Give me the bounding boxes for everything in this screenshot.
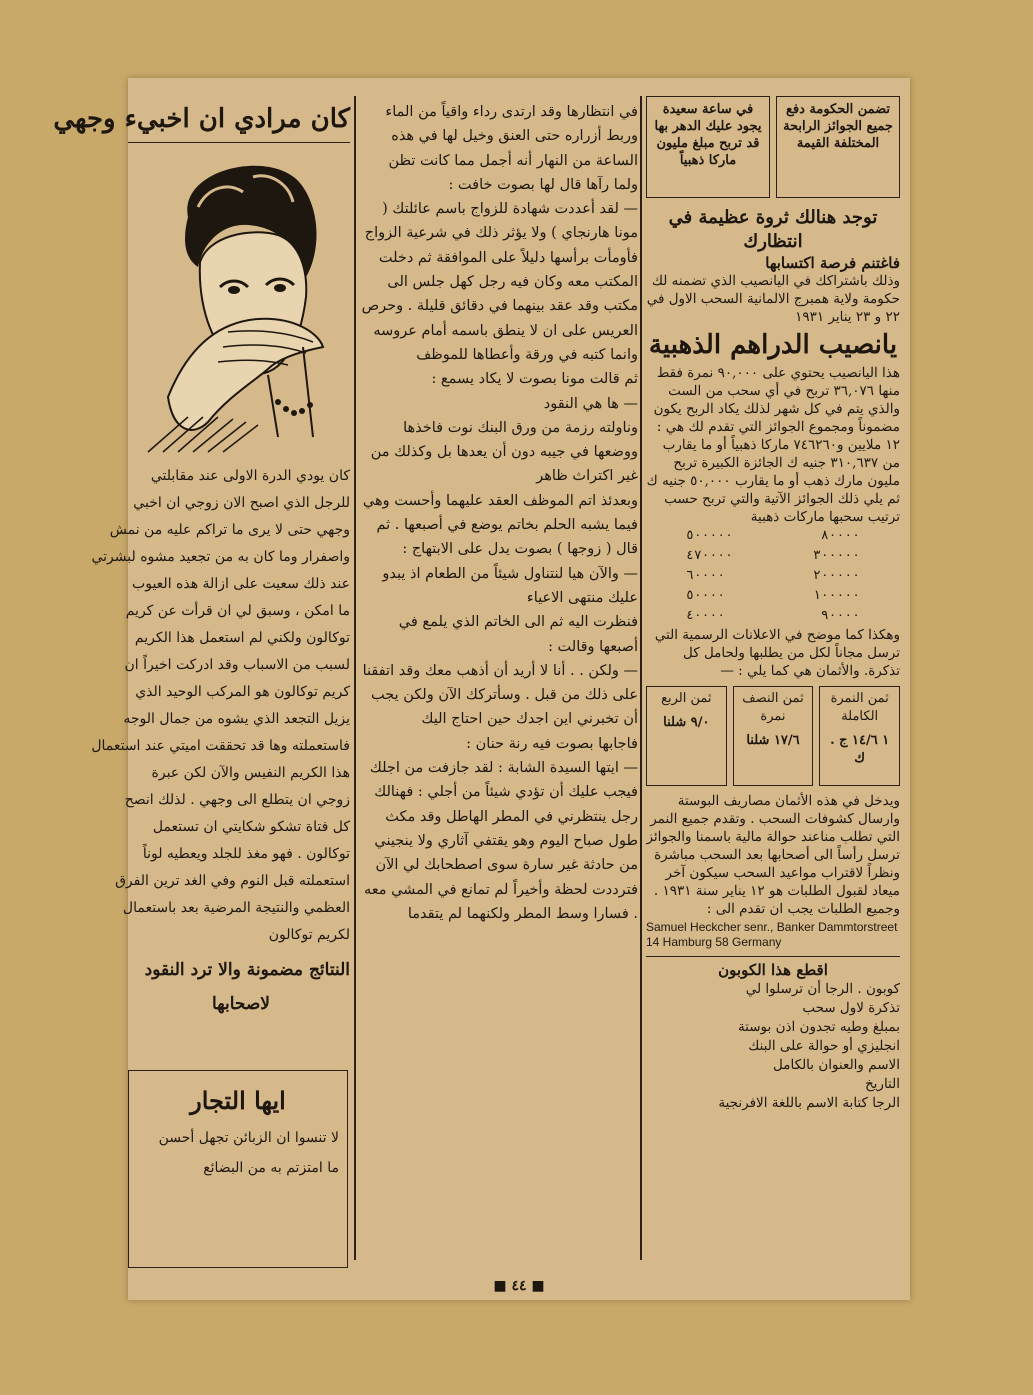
banker-address: Samuel Heckcher senr., Banker Dammtorstreet 14 Hamburg 58 Germany (646, 920, 898, 949)
prize-row (686, 526, 860, 546)
magazine-page (53, 78, 910, 1300)
merchants-text (137, 1123, 339, 1183)
seize-text: فاغتنم فرصة اكتسابها (765, 254, 900, 272)
ad-body-line: واصفرار وما كان به من تجعيد مشوه لبشرتي (91, 549, 350, 565)
price-value: ١ ١٤/٦ ج . ك (830, 733, 890, 766)
ad-promo (646, 206, 900, 950)
coupon (646, 956, 900, 1113)
prize-value: ٩٠٠٠٠ (820, 608, 860, 623)
explained-text: وهكذا كما موضح في الاعلانات الرسمية التي ترسل مجاناً لكل من يطلبها ولحامل كل تذكرة. والأثمان هي كما يلي : — (654, 627, 900, 679)
ad-body-line: وجهي حتى لا يرى ما تراكم عليه من نمش (109, 522, 350, 538)
ad-body-line: ما امكن ، وسبق لي ان قرأت عن كريم (125, 603, 350, 619)
lottery-advertisement (646, 96, 900, 1270)
opportunity-text: توجد هنالك ثروة عظيمة في انتظارك (668, 207, 878, 252)
ad-body-line: لكريم توكالون (268, 927, 350, 943)
prize-value: ٥٠٠٠٠ (686, 588, 726, 603)
story-paragraph: فأومأت برأسها دليلاً على الموافقة ثم دخلت المكتب معه وكان فيه رجل كهل جلس الى مكتب وقد عقد بينهما في دقائق قليلة . وحرص العريس على ان لا ينطق باسمه أمام عروسه وانما كتبه في ورقة وأعطاها للموظف (361, 249, 638, 363)
merchants-ad-box (128, 1070, 348, 1268)
coupon-line: التاريخ (864, 1076, 900, 1092)
story-paragraph: فترددت لحظة وأخيراً لم تمانع في المشي معه . فسارا وسط المطر ولكنهما لم يتقدما (363, 881, 638, 922)
price-label: ثمن الربع (661, 691, 712, 706)
story-paragraph: — ايتها السيدة الشابة : لقد جازفت من اجلك فيجب عليك أن تؤدي شيئاً من أجلي : فهنالك رجل ينتظرني في المطر الهاطل وقد مكث طول صباح اليوم وهو يقتفي آثاري ولا ينجيني من حادثة غير سارة سوى اصطحابك لي الآن (369, 760, 638, 874)
coupon-line: الاسم والعنوان بالكامل (773, 1057, 900, 1073)
story-paragraph: وناولته رزمة من ورق البنك نوت فاخذها ووضعها في جيبه دون أن يعدها بل وكذلك من غير اكتراث ظاهر (370, 419, 638, 485)
coupon-line: الرجا كتابة الاسم باللغة الافرنجية (718, 1095, 900, 1111)
ad-body-line: لسبب من الاسباب وقد ادركت اخيراً ان (124, 657, 350, 673)
ad-headline: كان مرادي ان اخبيء وجهي (128, 100, 350, 143)
ad-body-line: للرجل الذي اصبح الان زوجي ان اخبي (133, 495, 350, 511)
column-divider (354, 96, 356, 1260)
story-paragraph: فاجابها بصوت فيه رنة حنان : (466, 735, 638, 752)
lottery-description: هذا اليانصيب يحتوي على ٩٠,٠٠٠ نمرة فقط منها ٣٦,٠٧٦ تربح في أي سحب من الست والذي يتم في كل شهر لذلك يكاد الربح يكون مضموناً ومجموع الجوائز التي تقدم لك هي : ١٢ ملايين و٧٤٦٢٦٠ ماركا ذهبياً أو ما يقارب من ٣١٠,٦٣٧ جنيه ك الجائزة الكبيرة تربح مليون مارك ذهب أو ما يقارب ٥٠,٠٠٠ جنيه ك ثم يلي ذلك الجوائز الآتية والتي تربح حسب ترتيب سحبها ماركات ذهبية (646, 365, 900, 525)
slogan-line-1: النتائج مضمونة والا ترد النقود (144, 960, 350, 980)
ad-body-line: فاستعملته وها قد تحققت اميتي عند استعمال (91, 738, 350, 754)
notes-text: ويدخل في هذه الأثمان مصاريف البوستة وارسال كشوفات السحب . وتقدم جميع النمر التي تطلب مناعند حوالة مالية باسمنا والجوائز ترسل رأساً الى أصحابها بعد السحب مباشرة ونظراً لاقتراب مواعيد السحب سيكون آخر ميعاد لقبول الطلبات هو ١٢ يناير سنة ١٩٣١ . وجميع الطلبات يجب ان تقدم الى : (646, 793, 900, 917)
price-box (733, 686, 814, 786)
price-label: ثمن النمرة الكاملة (830, 691, 889, 724)
prize-value: ٤٠٠٠٠ (686, 608, 726, 623)
story-column (360, 100, 638, 1270)
merchants-line: لا تنسوا ان الزبائن تجهل أحسن (158, 1130, 339, 1146)
ad-body-line: زوجي ان يتطلع الى وجهي . لذلك انصح (124, 792, 350, 808)
prize-row (686, 606, 860, 626)
prize-value: ٨٠٠٠٠ (820, 528, 860, 543)
ad-body-line: عند ذلك سعيت على ازالة هذه العيوب (132, 576, 350, 592)
prize-row (686, 546, 860, 566)
prize-row (686, 566, 860, 586)
story-paragraph: في انتظارها وقد ارتدى رداء واقياً من الماء وربط أزراره حتى العنق وخيل لها في هذه الساعة من النهار أنه أجمل مما كانت تظن (385, 104, 638, 169)
ad-body-line: كريم توكالون هو المركب الوحيد الذي (135, 684, 350, 700)
prize-value: ٤٧٠٠٠٠ (686, 548, 733, 563)
ad-body-line: العظمي والنتيجة المرضية بعد باستعمال (122, 900, 350, 916)
coupon-lines (646, 980, 900, 1113)
coupon-line: انجليزي أو حوالة على البنك (748, 1038, 900, 1054)
prize-value: ٣٠٠٠٠٠ (813, 548, 860, 563)
prize-value: ١٠٠٠٠٠ (813, 588, 860, 603)
merchants-title: ايها التجار (190, 1086, 286, 1115)
lottery-title: يانصيب الدراهم الذهبية (648, 330, 898, 360)
prize-value: ٥٠٠٠٠٠ (686, 528, 733, 543)
woman-hiding-face-illustration (128, 147, 350, 457)
story-paragraph: — ها هي النقود (543, 395, 638, 412)
story-paragraph: فنظرت اليه ثم الى الخاتم الذي يلمع في أصبعها وقالت : (398, 614, 638, 655)
prize-value: ٦٠٠٠٠ (686, 568, 726, 583)
coupon-line: تذكرة لاول سحب (802, 1000, 900, 1016)
story-paragraph: — ولكن . . أنا لا أريد أن أذهب معك وقد اتفقنا على ذلك من قبل . وسأتركك الآن ولكن يجب أن تخبرني اين اجدك حين احتاج اليك (362, 662, 638, 728)
guarantee-box: تضمن الحكومة دفع جميع الجوائز الرابحة المختلفة القيمة (776, 96, 900, 198)
prize-list (646, 526, 900, 626)
story-paragraph: — والآن هيا لنتناول شيئاً من الطعام اذ يبدو عليك منتهى الاعياء (382, 565, 638, 606)
ad-body-line: يزيل التجعد الذي يشوه من جمال الوجه (123, 711, 350, 727)
column-divider (640, 96, 642, 1260)
price-boxes (646, 686, 900, 786)
ad-body-line: هذا الكريم النفيس والآن لكن عبرة (151, 765, 350, 781)
lucky-hour-box: في ساعة سعيدة يجود عليك الدهر بها قد تربح مبلغ مليون ماركا ذهبياً (646, 96, 770, 198)
ad-body-line: استعملته قبل النوم وفي الغد ترين الفرق (115, 873, 350, 889)
merchants-line: ما امتزتم به من البضائع (203, 1160, 339, 1176)
story-paragraph: ولما رآها قال لها بصوت خافت : (448, 176, 638, 193)
story-paragraph: وبعدئذ اتم الموظف العقد عليهما وأحست وهي فيما يشبه الحلم بخاتم يوضع في أصبعها . ثم قال ( زوجها ) بصوت يدل على الابتهاج : (362, 492, 638, 558)
ad-body (91, 463, 350, 949)
ad-body-line: توكالون . فهو مغذ للجلد ويعطيه لوناً (142, 846, 350, 862)
ad-body-line: كان يودي الدرة الاولى عند مقابلتي (150, 468, 350, 484)
coupon-line: كوبون . الرجا أن ترسلوا لي (745, 981, 900, 997)
ad-body-line: كل فتاة تشكو شكايتي ان تستعمل (152, 819, 350, 835)
price-box (646, 686, 727, 786)
price-label: ثمن النصف نمرة (742, 691, 804, 724)
page-number: ■ ٤٤ ■ (493, 1278, 545, 1294)
guarantee-slogan (128, 953, 350, 1021)
ad-body-line: توكالون ولكني لم استعمل هذا الكريم (134, 630, 350, 646)
coupon-line: بمبلغ وطيه تجدون اذن بوستة (737, 1019, 900, 1035)
prize-value: ٢٠٠٠٠٠ (813, 568, 860, 583)
price-value: ٩/٠ شلنا (663, 715, 710, 730)
participation-text: وذلك باشتراكك في اليانصيب الذي تضمنه لك حكومة ولاية همبرج الالمانية السحب الاول في ٢٢ و ٢٣ يناير ١٩٣١ (646, 273, 900, 325)
story-paragraph: ثم قالت مونا بصوت لا يكاد يسمع : (431, 371, 638, 388)
slogan-line-2: لاصحابها (211, 994, 270, 1014)
ad-top-boxes (646, 96, 900, 198)
price-box (819, 686, 900, 786)
story-paragraph: — لقد أعددت شهادة للزواج باسم عائلتك ( مونا هارنجاي ) ولا يؤثر ذلك في شرعية الزواج (364, 201, 638, 242)
prize-row (686, 586, 860, 606)
price-value: ١٧/٦ شلنا (746, 733, 800, 748)
woman-illustration-icon (128, 147, 350, 457)
coupon-title: اقطع هذا الكوبون (718, 961, 828, 979)
